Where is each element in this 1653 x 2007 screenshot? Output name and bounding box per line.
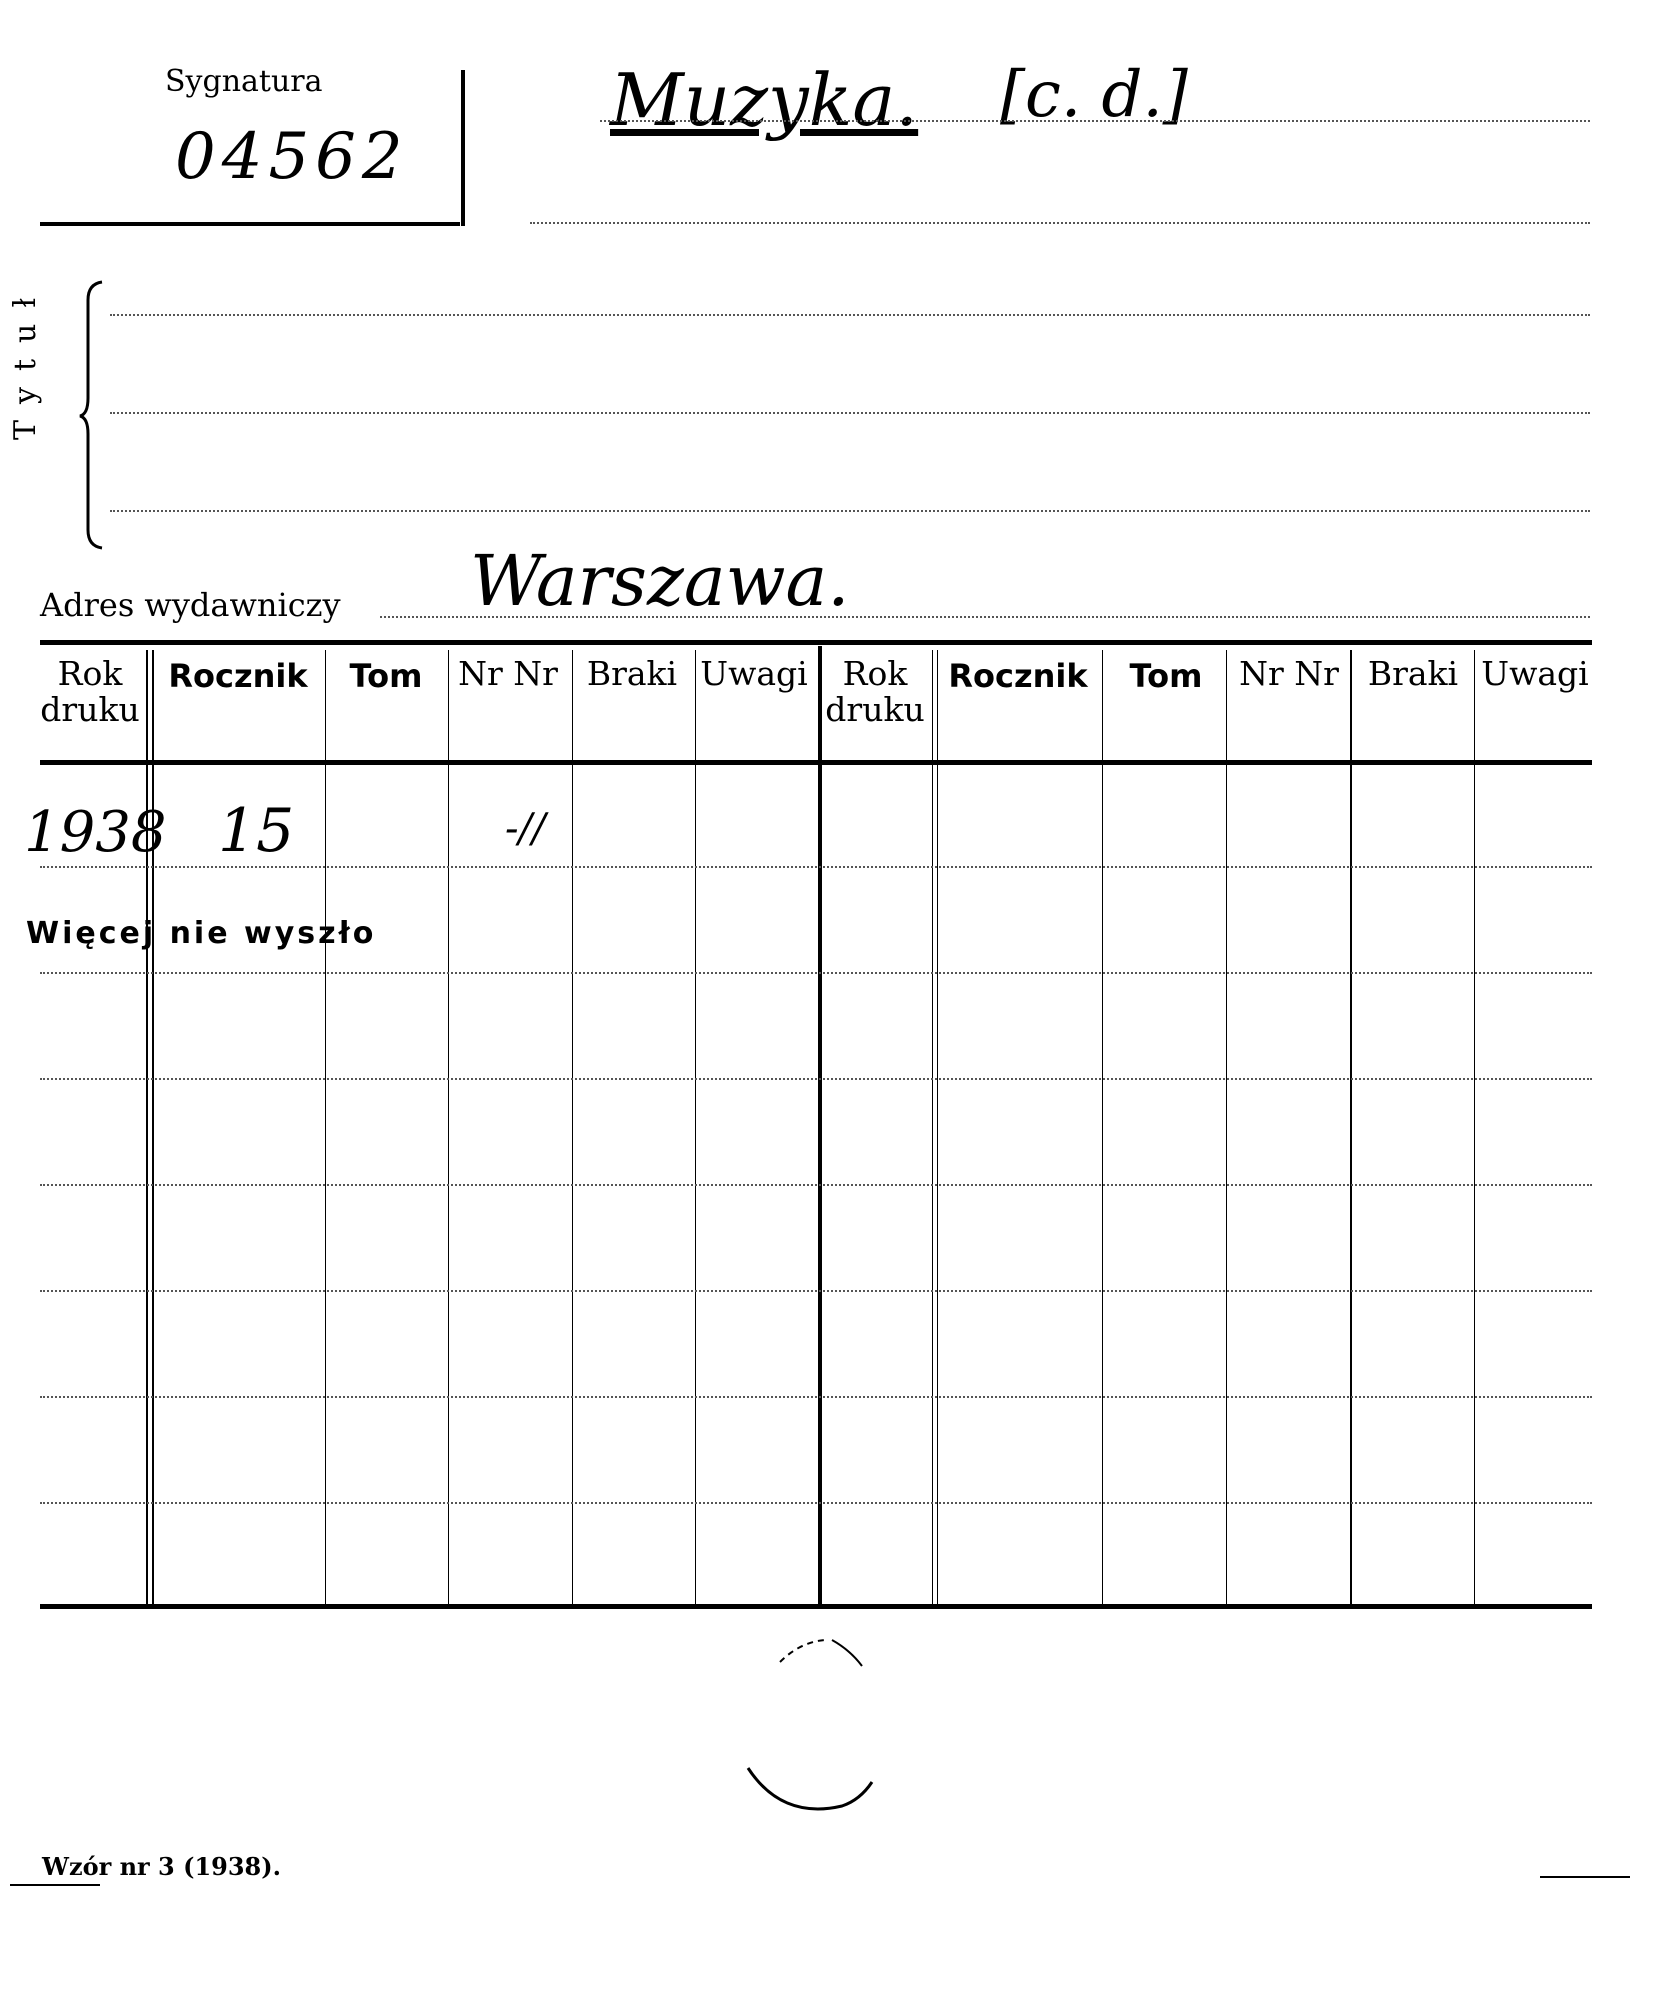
col-line bbox=[325, 650, 326, 1605]
heading-suffix: [c. d.] bbox=[1000, 58, 1188, 132]
header-rocznik-right: Rocznik bbox=[948, 657, 1088, 695]
tytul-line-2 bbox=[110, 412, 1590, 414]
form-underline bbox=[10, 1884, 100, 1886]
tytul-line-1 bbox=[110, 314, 1590, 316]
heading-line-1 bbox=[600, 120, 1590, 122]
header-rok-druku-left: Rok druku bbox=[40, 654, 140, 729]
header-rocznik-left: Rocznik bbox=[168, 657, 308, 695]
footer-right-mark bbox=[1540, 1876, 1630, 1878]
adres-label: Adres wydawniczy bbox=[40, 586, 341, 624]
pencil-mark-top bbox=[770, 1622, 880, 1682]
header-braki-right: Braki bbox=[1367, 654, 1459, 693]
entry-nrnr: -// bbox=[505, 806, 546, 852]
header-nrnr-left: Nr Nr bbox=[458, 654, 558, 693]
row-line bbox=[40, 1290, 1592, 1292]
pencil-mark-bottom bbox=[742, 1760, 882, 1830]
form-label: Wzór nr 3 (1938). bbox=[42, 1852, 281, 1881]
sygnatura-value: 04562 bbox=[175, 120, 409, 194]
header-rok-druku-right: Rok druku bbox=[825, 654, 925, 729]
header-tom-left: Tom bbox=[349, 657, 423, 695]
row-line bbox=[40, 866, 1592, 868]
entry-rok-druku: 1938 bbox=[24, 800, 167, 865]
header-uwagi-right: Uwagi bbox=[1481, 654, 1589, 693]
header-nrnr-right: Nr Nr bbox=[1239, 654, 1339, 693]
row-line bbox=[40, 1078, 1592, 1080]
col-line bbox=[1226, 650, 1227, 1605]
tytul-label: Tytuł bbox=[8, 281, 43, 440]
header-bottom-border bbox=[40, 760, 1592, 765]
sygnatura-divider bbox=[461, 70, 465, 226]
col-line bbox=[1474, 650, 1475, 1605]
col-line bbox=[932, 650, 933, 1605]
col-line bbox=[1102, 650, 1103, 1605]
row-line bbox=[40, 1502, 1592, 1504]
row-line bbox=[40, 1184, 1592, 1186]
row-line bbox=[40, 972, 1592, 974]
sygnatura-label: Sygnatura bbox=[165, 64, 323, 99]
adres-value: Warszawa. bbox=[470, 540, 850, 622]
col-line bbox=[1350, 650, 1352, 1605]
col-line bbox=[146, 650, 148, 1605]
header-braki-left: Braki bbox=[586, 654, 678, 693]
tytul-line-3 bbox=[110, 510, 1590, 512]
col-line bbox=[937, 650, 938, 1605]
heading-title: Muzyka. bbox=[610, 58, 919, 142]
entry-rocznik: 15 bbox=[218, 796, 295, 866]
col-line bbox=[695, 650, 696, 1605]
stamp-wiecej-nie-wyszlo: Więcej nie wyszło bbox=[26, 916, 377, 951]
col-divider-main bbox=[818, 646, 822, 1606]
table-top-border bbox=[40, 640, 1592, 645]
col-line bbox=[448, 650, 449, 1605]
sygnatura-underline bbox=[40, 222, 460, 226]
tytul-brace bbox=[78, 280, 108, 550]
header-tom-right: Tom bbox=[1129, 657, 1203, 695]
adres-line bbox=[380, 616, 1590, 618]
col-line bbox=[152, 650, 154, 1605]
col-line bbox=[572, 650, 573, 1605]
row-line bbox=[40, 1396, 1592, 1398]
header-uwagi-left: Uwagi bbox=[700, 654, 808, 693]
table-bottom-border bbox=[40, 1604, 1592, 1609]
heading-line-2 bbox=[530, 222, 1590, 224]
